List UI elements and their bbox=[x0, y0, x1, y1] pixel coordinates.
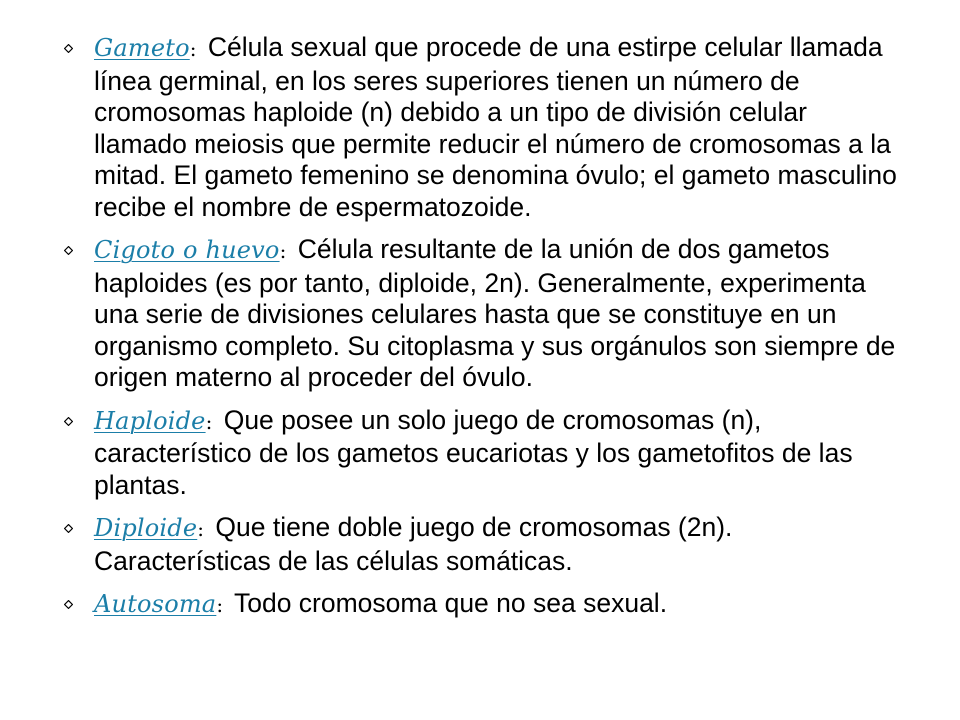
term-separator: : bbox=[205, 409, 213, 434]
definition-text: Célula sexual que procede de una estirpe celular llamada línea germinal, en los seres superiores tienen un número de cromosomas haploide (n) debido a un tipo de división celular llamado meiosis que permite reducir el número de cromosomas a la mitad. El gameto femenino se denomina óvulo; el gameto masculino recibe el nombre de espermatozoide. bbox=[94, 32, 897, 222]
term-separator: : bbox=[216, 593, 224, 617]
term-link-autosoma[interactable]: Autosoma bbox=[94, 590, 217, 618]
list-item bbox=[64, 234, 904, 394]
list-item bbox=[64, 588, 904, 622]
term-separator: : bbox=[197, 517, 204, 541]
diamond-bullet-icon bbox=[64, 417, 73, 426]
definition-text: Todo cromosoma que no sea sexual. bbox=[233, 588, 668, 618]
diamond-bullet-icon bbox=[64, 246, 73, 255]
term-link-cigoto[interactable]: Cigoto o huevo bbox=[94, 236, 280, 264]
list-item bbox=[64, 512, 904, 577]
diamond-bullet-icon bbox=[64, 600, 73, 609]
diamond-bullet-icon bbox=[64, 524, 73, 533]
list-item bbox=[64, 32, 904, 223]
term-separator: : bbox=[189, 37, 197, 61]
definition-list bbox=[64, 32, 904, 633]
definition-text: Célula resultante de la unión de dos gametos haploides (es por tanto, diploide, 2n). Generalmente, experimenta una serie de divisiones celulares hasta que se constituye en un organismo completo. Su citoplasma y sus orgánulos son siempre de origen materno al proceder del óvulo. bbox=[94, 234, 896, 392]
diamond-bullet-icon bbox=[64, 44, 73, 53]
term-link-haploide[interactable]: Haploide bbox=[94, 406, 206, 435]
term-separator: : bbox=[279, 239, 287, 263]
definition-text: Que posee un solo juego de cromosomas (n), característico de los gametos eucariotas y los gametofitos de las plantas. bbox=[94, 404, 853, 500]
term-link-diploide[interactable]: Diploide bbox=[94, 514, 198, 542]
definition-text: Que tiene doble juego de cromosomas (2n). Características de las células somáticas. bbox=[94, 512, 733, 576]
list-item bbox=[64, 405, 904, 502]
term-link-gameto[interactable]: Gameto bbox=[94, 34, 190, 62]
